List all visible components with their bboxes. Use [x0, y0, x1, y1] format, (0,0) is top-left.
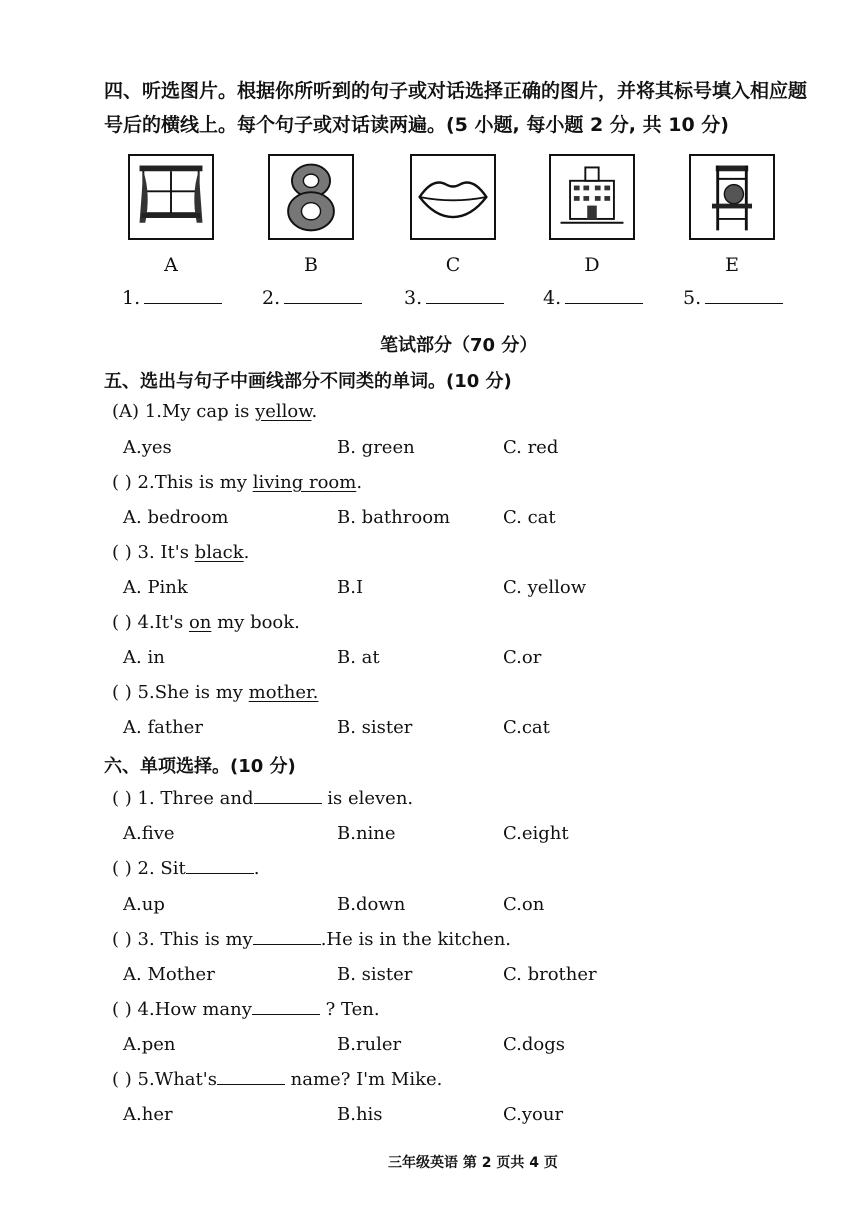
s6-q4-option-c[interactable]: C.dogs: [503, 1034, 565, 1055]
s5-question-5: ( ) 5.She is my mother.: [112, 682, 319, 703]
section5-title: 五、选出与句子中画线部分不同类的单词。(10 分): [104, 371, 512, 392]
s5-q1-option-a[interactable]: A.yes: [123, 437, 172, 458]
picture-label-c: C: [445, 254, 461, 276]
answer-paren[interactable]: ( ): [112, 858, 132, 879]
answer-blank[interactable]: [705, 289, 783, 304]
picture-label-e: E: [725, 254, 739, 276]
s5-q1-option-c[interactable]: C. red: [503, 437, 559, 458]
page-footer: 三年级英语 第 2 页共 4 页: [388, 1155, 558, 1171]
section6-title: 六、单项选择。(10 分): [104, 756, 296, 777]
answer-paren[interactable]: ( ): [112, 929, 132, 950]
answer-paren[interactable]: (A): [112, 401, 140, 422]
answer-paren[interactable]: ( ): [112, 999, 132, 1020]
section4-title-line1: 四、听选图片。根据你所听到的句子或对话选择正确的图片，并将其标号填入相应题: [104, 80, 808, 102]
s5-question-2: ( ) 2.This is my living room.: [112, 472, 363, 493]
s5-q2-option-b[interactable]: B. bathroom: [337, 507, 451, 528]
s5-q3-option-c[interactable]: C. yellow: [503, 577, 587, 598]
section4-title-line2: 号后的横线上。每个句子或对话读两遍。(5 小题, 每小题 2 分, 共 10 分): [104, 114, 729, 136]
s6-q5-option-c[interactable]: C.your: [503, 1104, 564, 1125]
lips-icon: [410, 154, 496, 240]
answer-1[interactable]: 1.: [122, 287, 222, 309]
answer-4[interactable]: 4.: [543, 287, 643, 309]
picture-label-d: D: [584, 254, 600, 276]
s6-q1-option-c[interactable]: C.eight: [503, 823, 569, 844]
number-eight-icon: [268, 154, 354, 240]
school-building-icon: [549, 154, 635, 240]
s5-q4-option-a[interactable]: A. in: [123, 647, 165, 668]
s5-q5-option-b[interactable]: B. sister: [337, 717, 413, 738]
answer-paren[interactable]: ( ): [112, 1069, 132, 1090]
fill-blank[interactable]: [186, 859, 254, 874]
answer-blank[interactable]: [284, 289, 362, 304]
s6-q4-option-b[interactable]: B.ruler: [337, 1034, 402, 1055]
s5-q4-option-c[interactable]: C.or: [503, 647, 542, 668]
s6-q2-option-a[interactable]: A.up: [123, 894, 165, 915]
fill-blank[interactable]: [254, 789, 322, 804]
s6-q3-option-c[interactable]: C. brother: [503, 964, 597, 985]
s5-q5-option-c[interactable]: C.cat: [503, 717, 550, 738]
fill-blank[interactable]: [253, 930, 321, 945]
s6-q1-option-a[interactable]: A.five: [123, 823, 175, 844]
s6-question-5: ( ) 5.What's name? I'm Mike.: [112, 1069, 443, 1090]
s6-q2-option-b[interactable]: B.down: [337, 894, 406, 915]
s6-q1-option-b[interactable]: B.nine: [337, 823, 396, 844]
s6-q2-option-c[interactable]: C.on: [503, 894, 545, 915]
answer-5[interactable]: 5.: [683, 287, 783, 309]
picture-label-a: A: [164, 254, 178, 276]
answer-paren[interactable]: ( ): [112, 788, 132, 809]
answer-blank[interactable]: [426, 289, 504, 304]
s5-q2-option-a[interactable]: A. bedroom: [123, 507, 229, 528]
answer-paren[interactable]: ( ): [112, 542, 132, 563]
answer-3[interactable]: 3.: [404, 287, 504, 309]
fill-blank[interactable]: [217, 1070, 285, 1085]
answer-paren[interactable]: ( ): [112, 682, 132, 703]
s5-question-4: ( ) 4.It's on my book.: [112, 612, 300, 633]
s5-question-1: (A) 1.My cap is yellow.: [112, 401, 318, 422]
s6-q4-option-a[interactable]: A.pen: [123, 1034, 176, 1055]
picture-label-b: B: [304, 254, 318, 276]
answer-blank[interactable]: [144, 289, 222, 304]
s5-question-3: ( ) 3. It's black.: [112, 542, 250, 563]
s6-q3-option-b[interactable]: B. sister: [337, 964, 413, 985]
chair-with-ball-icon: [689, 154, 775, 240]
s5-q2-option-c[interactable]: C. cat: [503, 507, 556, 528]
s6-question-4: ( ) 4.How many ? Ten.: [112, 999, 380, 1020]
s6-question-3: ( ) 3. This is my .He is in the kitchen.: [112, 929, 512, 950]
s5-q5-option-a[interactable]: A. father: [123, 717, 203, 738]
s6-q3-option-a[interactable]: A. Mother: [123, 964, 215, 985]
s5-q3-option-b[interactable]: B.I: [337, 577, 364, 598]
s6-q5-option-b[interactable]: B.his: [337, 1104, 383, 1125]
written-part-title: 笔试部分（70 分）: [380, 335, 538, 356]
answer-blank[interactable]: [565, 289, 643, 304]
s6-question-1: ( ) 1. Three and is eleven.: [112, 788, 414, 809]
s5-q4-option-b[interactable]: B. at: [337, 647, 380, 668]
s6-question-2: ( ) 2. Sit .: [112, 858, 260, 879]
answer-paren[interactable]: ( ): [112, 472, 132, 493]
s6-q5-option-a[interactable]: A.her: [123, 1104, 173, 1125]
s5-q3-option-a[interactable]: A. Pink: [123, 577, 188, 598]
answer-2[interactable]: 2.: [262, 287, 362, 309]
answer-paren[interactable]: ( ): [112, 612, 132, 633]
window-icon: [128, 154, 214, 240]
s5-q1-option-b[interactable]: B. green: [337, 437, 415, 458]
fill-blank[interactable]: [252, 1000, 320, 1015]
